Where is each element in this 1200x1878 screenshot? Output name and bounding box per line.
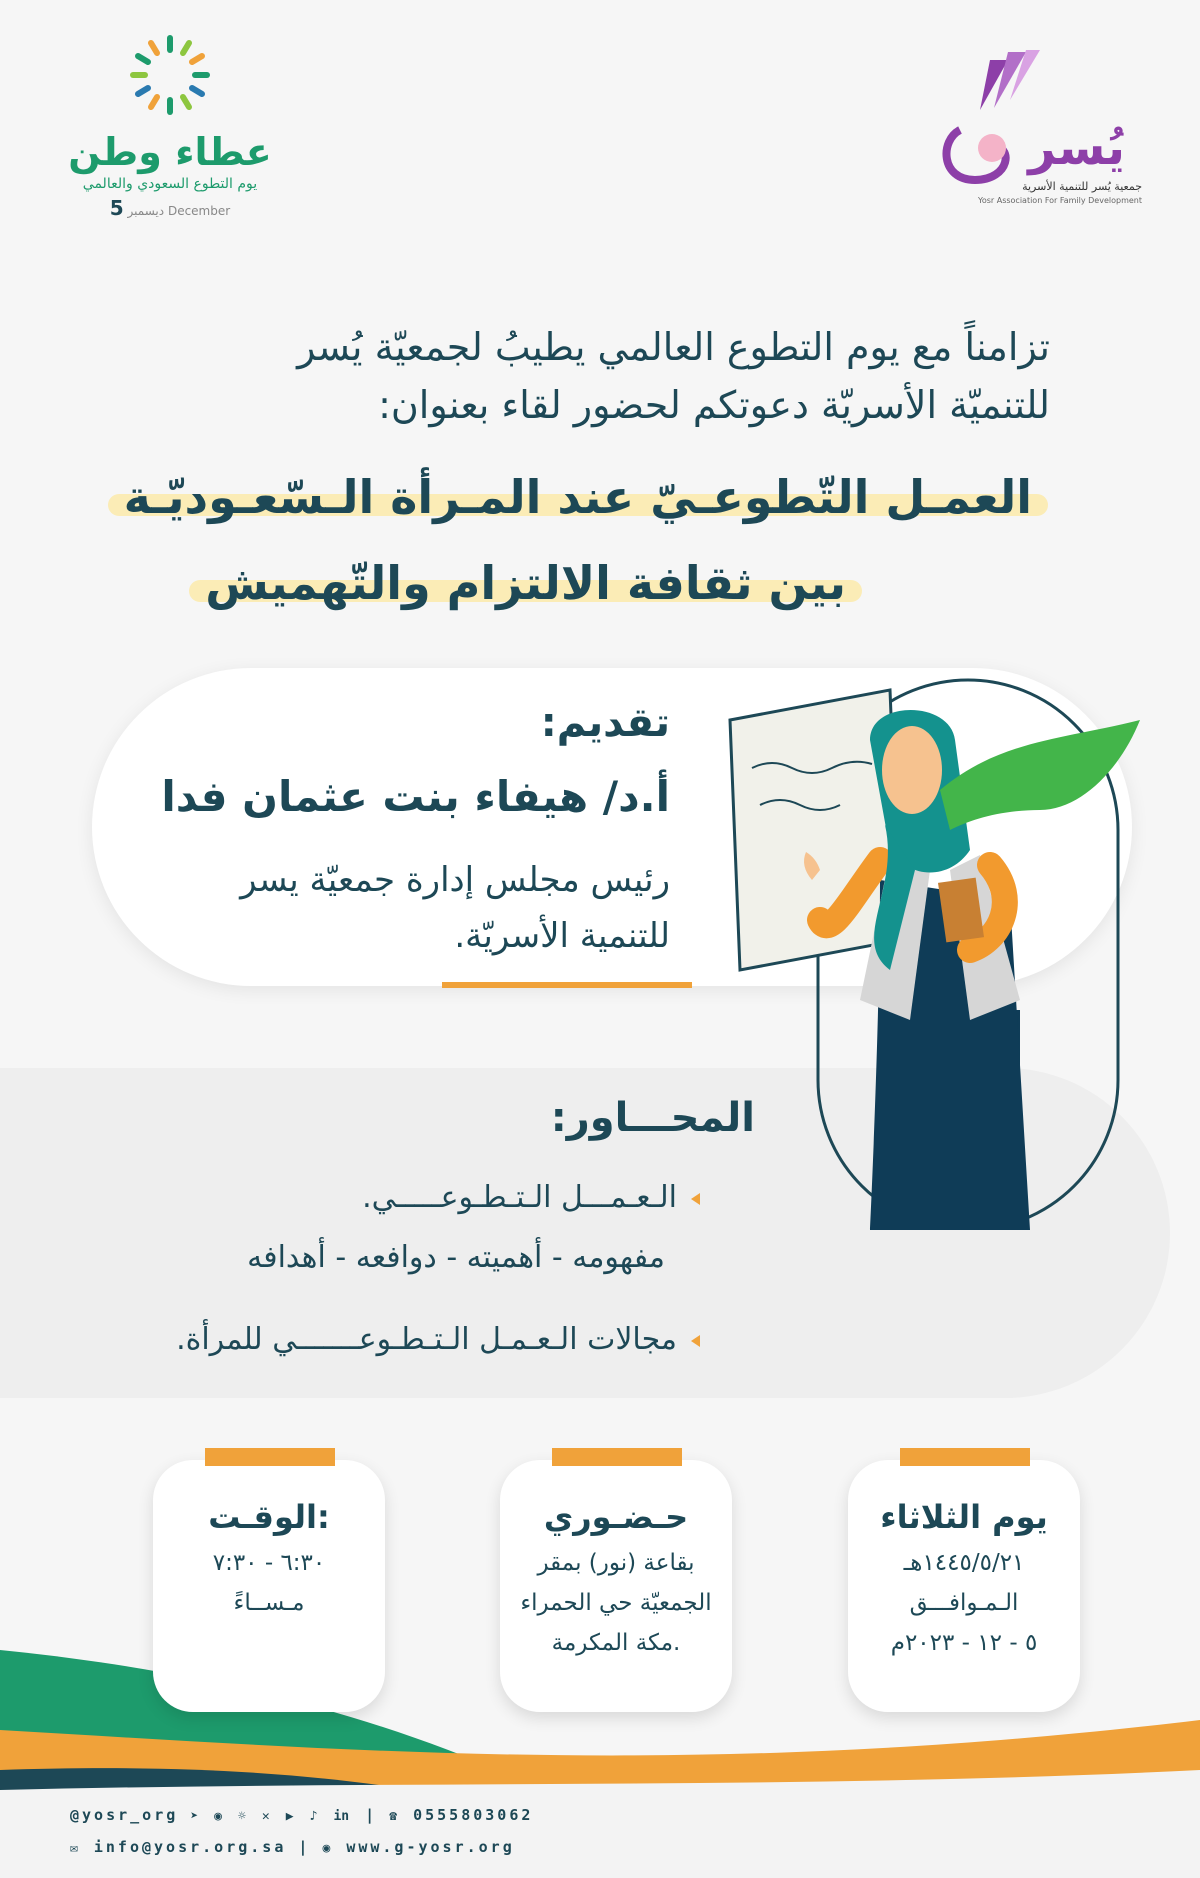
presenter-role-line-2: للتنمية الأسريّة. bbox=[454, 916, 670, 956]
topic-item bbox=[362, 1180, 700, 1215]
date-day: 5 bbox=[109, 196, 124, 220]
event-title-line-2 bbox=[189, 556, 862, 610]
date-month-en: December bbox=[167, 204, 231, 218]
location-heading: حـضـوري bbox=[543, 1498, 689, 1536]
card-accent-bar bbox=[552, 1448, 682, 1466]
location-line-2: الجمعيّة حي الحمراء bbox=[520, 1590, 712, 1616]
yosr-mark-icon bbox=[930, 50, 1040, 190]
footer-row-2 bbox=[70, 1838, 830, 1870]
topic-item bbox=[176, 1322, 700, 1357]
mail-icon: ✉ bbox=[70, 1841, 78, 1856]
footer-row-1 bbox=[70, 1806, 830, 1838]
sunburst-icon bbox=[125, 30, 215, 120]
snapchat-icon[interactable]: ☼ bbox=[238, 1809, 246, 1824]
social-handle[interactable]: @yosr_org bbox=[70, 1806, 179, 1824]
x-icon[interactable]: ✕ bbox=[261, 1809, 270, 1824]
footer-divider: | bbox=[298, 1838, 311, 1856]
instagram-icon[interactable]: ◉ bbox=[214, 1809, 222, 1824]
presenter-label: تقديم: bbox=[540, 700, 670, 746]
presenter-name: أ.د/ هيفاء بنت عثمان فدا bbox=[161, 772, 670, 821]
date-month-ar: ديسمبر bbox=[127, 204, 165, 218]
website-url[interactable]: www.g-yosr.org bbox=[346, 1838, 515, 1856]
location-line-3: مكة المكرمة. bbox=[551, 1630, 681, 1656]
presenter-accent-bar bbox=[442, 982, 692, 988]
tiktok-icon[interactable]: ♪ bbox=[309, 1809, 318, 1824]
card-accent-bar bbox=[205, 1448, 335, 1466]
intro-line-1: تزامناً مع يوم التطوع العالمي يطيبُ لجمعيّة يُسر bbox=[297, 325, 1050, 369]
intro-line-2: للتنميّة الأسريّة دعوتكم لحضور لقاء بعنوان: bbox=[378, 383, 1050, 427]
yosr-name: يُسر bbox=[1028, 120, 1125, 176]
date-gregorian: ٥ - ١٢ - ٢٠٢٣م bbox=[890, 1630, 1038, 1656]
presenter-role-line-1: رئيس مجلس إدارة جمعيّة يسر bbox=[240, 860, 670, 900]
topic-text: مجالات الـعـمـل الـتـطـوعـــــــي للمرأة. bbox=[176, 1322, 677, 1357]
speaker-illustration bbox=[700, 640, 1170, 1230]
globe-icon: ◉ bbox=[322, 1841, 331, 1856]
location-card bbox=[500, 1460, 732, 1712]
time-card bbox=[153, 1460, 385, 1712]
date-heading: يوم الثلاثاء bbox=[880, 1498, 1048, 1536]
topic-subitem: مفهومه - أهميته - دوافعه - أهدافه bbox=[247, 1240, 665, 1275]
location-line-1: بقاعة (نور) بمقر bbox=[537, 1550, 695, 1576]
time-period: مـســاءً bbox=[233, 1590, 305, 1616]
intro-text bbox=[150, 318, 1050, 434]
date-hijri: ١٤٤٥/٥/٢١هـ bbox=[903, 1550, 1025, 1576]
ataa-watan-subtitle: يوم التطوع السعودي والعالمي bbox=[82, 176, 258, 192]
phone-icon: ☎ bbox=[389, 1809, 398, 1824]
ataa-watan-title: عطاء وطن bbox=[68, 130, 272, 174]
date-card bbox=[848, 1460, 1080, 1712]
youtube-icon[interactable]: ▶ bbox=[285, 1809, 294, 1824]
card-accent-bar bbox=[900, 1448, 1030, 1466]
contact-footer bbox=[70, 1806, 830, 1870]
telegram-icon[interactable]: ➤ bbox=[190, 1809, 199, 1824]
ataa-watan-logo bbox=[55, 30, 285, 250]
yosr-logo bbox=[920, 50, 1150, 220]
footer-divider: | bbox=[365, 1806, 378, 1824]
time-range: ٦:٣٠ - ٧:٣٠ bbox=[212, 1550, 326, 1576]
linkedin-icon[interactable]: in bbox=[333, 1809, 350, 1824]
phone-number[interactable]: 0555803062 bbox=[413, 1806, 534, 1824]
date-corresponding: الـمـوافـــق bbox=[909, 1590, 1019, 1616]
event-title-text-1: العمـل التّطوعـيّ عند المـرأة الـسّعـوديّـة bbox=[108, 470, 1048, 524]
bullet-icon bbox=[691, 1193, 700, 1205]
presenter-role bbox=[150, 852, 670, 964]
bullet-icon bbox=[691, 1335, 700, 1347]
topic-text: الـعـمـــل الـتـطـوعـــــي. bbox=[362, 1180, 677, 1215]
yosr-tagline-en: Yosr Association For Family Development bbox=[978, 196, 1142, 205]
topics-label: المحـــاور: bbox=[550, 1095, 755, 1141]
event-title-text-2: بين ثقافة الالتزام والتّهميش bbox=[189, 556, 862, 610]
ataa-watan-date bbox=[55, 196, 285, 220]
time-heading: الوقـت: bbox=[208, 1498, 330, 1536]
yosr-tagline-ar: جمعية يُسر للتنمية الأسرية bbox=[1022, 180, 1142, 193]
email-address[interactable]: info@yosr.org.sa bbox=[93, 1838, 287, 1856]
event-title-line-1 bbox=[108, 470, 1048, 524]
